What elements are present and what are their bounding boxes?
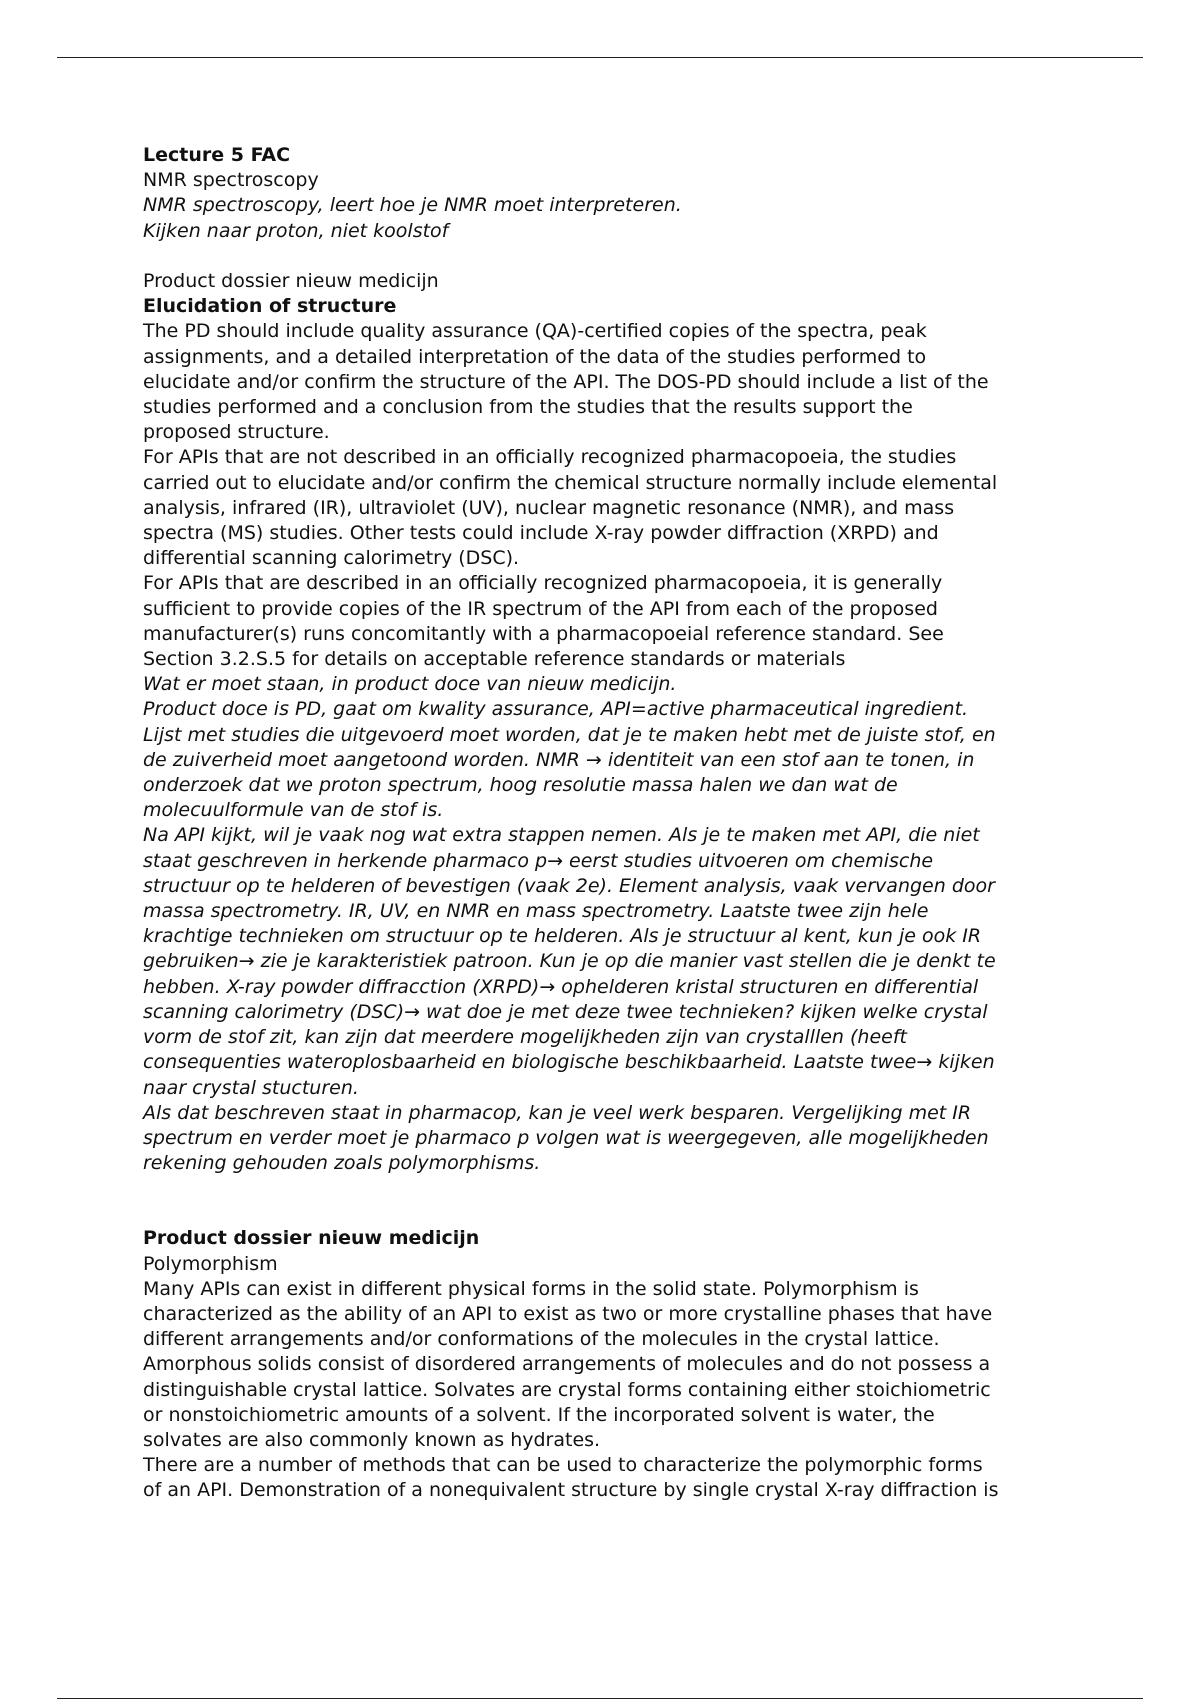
top-rule	[57, 57, 1143, 58]
text-line: Als dat beschreven staat in pharmacop, kan je veel werk besparen. Vergelijking met IR	[143, 1101, 972, 1124]
text-line: spectrum en verder moet je pharmaco p volgen wat is weergegeven, alle mogelijkheden	[143, 1126, 989, 1149]
document-page	[143, 143, 1073, 1504]
text-line: rekening gehouden zoals polymorphisms.	[143, 1152, 541, 1175]
text-line: elucidate and/or confirm the structure of the API. The DOS-PD should include a list of the	[143, 370, 989, 393]
text-line: massa spectrometry. IR, UV, en NMR en mass spectrometry. Laatste twee zijn hele	[143, 900, 929, 923]
text-line: naar crystal stucturen.	[143, 1076, 359, 1099]
text-line: spectra (MS) studies. Other tests could include X-ray powder diffraction (XRPD) and	[143, 522, 939, 545]
section-heading-elucidation: Elucidation of structure	[143, 295, 397, 318]
text-line: or nonstoichiometric amounts of a solvent. If the incorporated solvent is water, the	[143, 1403, 935, 1426]
text-line: For APIs that are not described in an officially recognized pharmacopoeia, the studies	[143, 446, 957, 469]
text-line: Amorphous solids consist of disordered arrangements of molecules and do not possess a	[143, 1353, 991, 1376]
text-line: structuur op te helderen of bevestigen (vaak 2e). Element analysis, vaak vervangen door	[143, 874, 995, 897]
intro-notes	[143, 193, 1073, 243]
text-line: For APIs that are described in an officially recognized pharmacopoeia, it is generally	[143, 572, 943, 595]
paragraph	[143, 823, 1073, 1100]
blank-line	[143, 244, 1073, 269]
paragraph	[143, 1453, 1073, 1503]
text-line: There are a number of methods that can be used to characterize the polymorphic forms	[143, 1454, 983, 1477]
text-line: different arrangements and/or conformations of the molecules in the crystal lattice.	[143, 1328, 940, 1351]
text-line: assignments, and a detailed interpretation of the data of the studies performed to	[143, 345, 927, 368]
text-line: de zuiverheid moet aangetoond worden. NMR → identiteit van een stof aan te tonen, in	[143, 748, 975, 771]
text-line: Na API kijkt, wil je vaak nog wat extra stappen nemen. Als je te maken met API, die niet	[143, 824, 980, 847]
text-line: manufacturer(s) runs concomitantly with a pharmacopoeial reference standard. See	[143, 622, 944, 645]
text-line: molecuulformule van de stof is.	[143, 799, 444, 822]
text-line: carried out to elucidate and/or confirm the chemical structure normally include elemental	[143, 471, 998, 494]
text-line: Section 3.2.S.5 for details on acceptable reference standards or materials	[143, 648, 846, 671]
paragraph	[143, 319, 1073, 445]
elucidation-body	[143, 319, 1073, 1176]
text-line: proposed structure.	[143, 421, 330, 444]
dossier-label: Product dossier nieuw medicijn	[143, 270, 439, 292]
text-line: characterized as the ability of an API to exist as two or more crystalline phases that have	[143, 1302, 993, 1325]
text-line: differential scanning calorimetry (DSC).	[143, 547, 520, 570]
text-line: vorm de stof zit, kan zijn dat meerdere mogelijkheden zijn van crystalllen (heeft	[143, 1026, 907, 1049]
paragraph	[143, 672, 1073, 823]
text-line: analysis, infrared (IR), ultraviolet (UV), nuclear magnetic resonance (NMR), and mass	[143, 496, 955, 519]
topic-subtitle: NMR spectroscopy	[143, 169, 319, 192]
lecture-title: Lecture 5 FAC	[143, 144, 291, 166]
bottom-rule	[57, 1698, 1143, 1699]
text-line: krachtige technieken om structuur op te helderen. Als je structuur al kent, kun je ook IR	[143, 925, 982, 948]
text-line: distinguishable crystal lattice. Solvates are crystal forms containing either stoichiometric	[143, 1378, 991, 1401]
text-line: of an API. Demonstration of a nonequivalent structure by single crystal X-ray diffraction is	[143, 1479, 999, 1502]
paragraph	[143, 1101, 1073, 1177]
note-line: Kijken naar proton, niet koolstof	[143, 219, 449, 242]
text-line: sufficient to provide copies of the IR spectrum of the API from each of the proposed	[143, 597, 938, 620]
text-line: Lijst met studies die uitgevoerd moet worden, dat je te maken hebt met de juiste stof, en	[143, 723, 996, 746]
text-line: Wat er moet staan, in product doce van nieuw medicijn.	[143, 673, 677, 696]
paragraph	[143, 571, 1073, 672]
text-line: onderzoek dat we proton spectrum, hoog resolutie massa halen we dan wat de	[143, 774, 898, 797]
text-line: studies performed and a conclusion from the studies that the results support the	[143, 396, 913, 419]
text-line: solvates are also commonly known as hydrates.	[143, 1428, 601, 1451]
section-gap	[143, 1176, 1073, 1226]
section-heading-dossier: Product dossier nieuw medicijn	[143, 1227, 480, 1250]
text-line: gebruiken→ zie je karakteristiek patroon. Kun je op die manier vast stellen die je denkt te	[143, 950, 996, 973]
paragraph	[143, 445, 1073, 571]
note-line: NMR spectroscopy, leert hoe je NMR moet interpreteren.	[143, 194, 682, 217]
text-line: Product doce is PD, gaat om kwality assurance, API=active pharmaceutical ingredient.	[143, 698, 969, 721]
text-line: consequenties wateroplosbaarheid en biologische beschikbaarheid. Laatste twee→ kijken	[143, 1051, 995, 1074]
polymorphism-body	[143, 1277, 1073, 1504]
text-line: scanning calorimetry (DSC)→ wat doe je met deze twee technieken? kijken welke crystal	[143, 1000, 988, 1023]
text-line: staat geschreven in herkende pharmaco p→ eerst studies uitvoeren om chemische	[143, 849, 934, 872]
text-line: hebben. X-ray powder diffracction (XRPD)→ ophelderen kristal structuren en differential	[143, 975, 979, 998]
paragraph	[143, 1277, 1073, 1453]
polymorphism-subheading: Polymorphism	[143, 1252, 278, 1275]
text-line: The PD should include quality assurance (QA)-certified copies of the spectra, peak	[143, 320, 927, 343]
text-line: Many APIs can exist in different physical forms in the solid state. Polymorphism is	[143, 1277, 919, 1300]
